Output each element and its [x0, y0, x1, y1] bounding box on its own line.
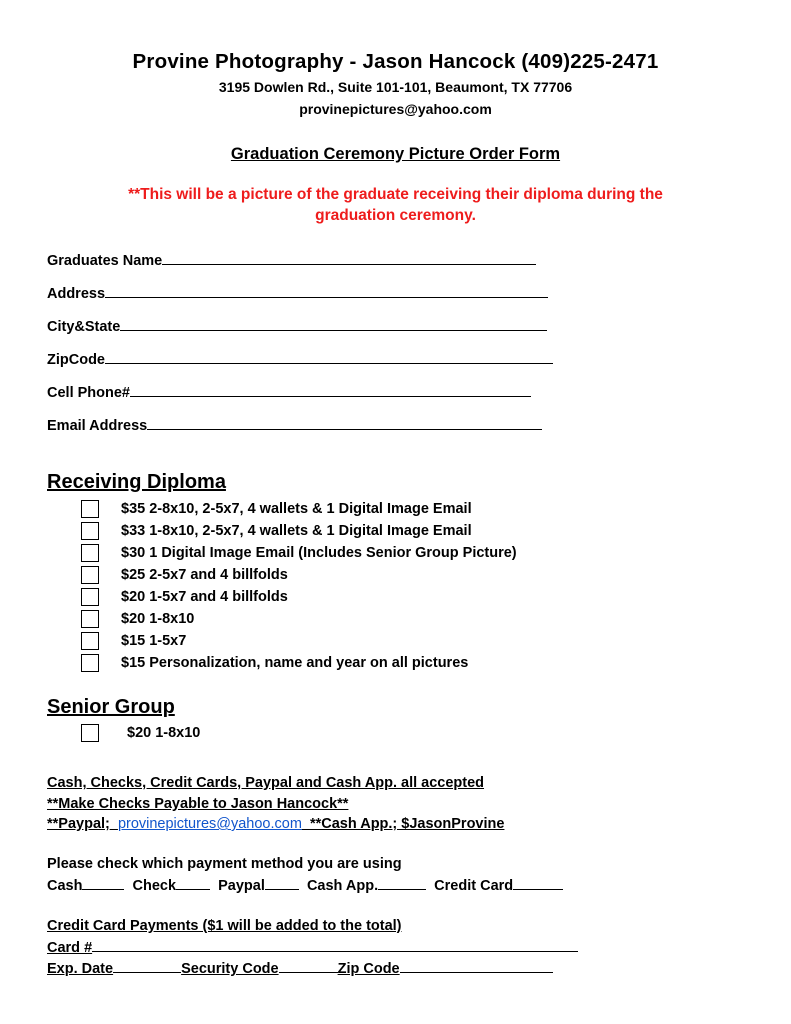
senior-group-heading: Senior Group [47, 696, 175, 718]
cell-phone-line[interactable] [130, 383, 531, 397]
email-address-field[interactable] [47, 416, 542, 434]
address-label: Address [47, 286, 106, 302]
method-cash-label: Cash [47, 878, 83, 894]
diploma-option-label: $30 1 Digital Image Email (Includes Senior Group Picture) [121, 545, 517, 561]
diploma-option-label: $35 2-8x10, 2-5x7, 4 wallets & 1 Digital Image Email [121, 501, 472, 517]
method-paypal-label: Paypal [218, 878, 265, 894]
checkbox[interactable] [81, 566, 99, 584]
zipcode-label: ZipCode [47, 352, 105, 368]
email-address-label: Email Address [47, 418, 148, 434]
method-check-label: Check [132, 878, 177, 894]
cashapp-label: **Cash App.; $JasonProvine [309, 816, 505, 832]
paypal-label: **Paypal; [47, 816, 110, 832]
checkbox[interactable] [81, 632, 99, 650]
checks-payable: **Make Checks Payable to Jason Hancock** [47, 796, 349, 812]
zip-code-label: Zip Code [337, 961, 400, 977]
business-address: 3195 Dowlen Rd., Suite 101-101, Beaumont, TX 77706 [218, 79, 573, 95]
cell-phone-field[interactable] [47, 383, 531, 401]
method-cash-line[interactable] [82, 876, 124, 890]
email-address-line[interactable] [147, 416, 542, 430]
business-email: provinepictures@yahoo.com [299, 101, 492, 117]
card-number-field[interactable] [47, 938, 578, 956]
notice-line-2: graduation ceremony. [315, 207, 476, 224]
credit-card-heading: Credit Card Payments ($1 will be added to the total) [47, 918, 402, 934]
graduate-name-line[interactable] [162, 251, 536, 265]
zip-code-line[interactable] [400, 959, 553, 973]
diploma-option-label: $20 1-8x10 [121, 611, 195, 627]
diploma-option-label: $15 Personalization, name and year on all pictures [121, 655, 469, 671]
diploma-option-label: $33 1-8x10, 2-5x7, 4 wallets & 1 Digital Image Email [121, 523, 472, 539]
method-credit-card-line[interactable] [513, 876, 563, 890]
checkbox[interactable] [81, 522, 99, 540]
notice-line-1: **This will be a picture of the graduate receiving their diploma during the [128, 186, 663, 203]
city-state-label: City&State [47, 319, 121, 335]
payment-methods-row [47, 876, 563, 894]
exp-date-line[interactable] [113, 959, 181, 973]
payment-method-prompt: Please check which payment method you are using [47, 856, 402, 872]
card-details-row [47, 959, 553, 977]
senior-group-option-label: $20 1-8x10 [127, 725, 201, 741]
security-code-line[interactable] [279, 959, 338, 973]
paypal-cashapp-line [47, 816, 504, 832]
business-title: Provine Photography - Jason Hancock (409)225-2471 [132, 50, 659, 73]
checkbox[interactable] [81, 724, 99, 742]
checkbox[interactable] [81, 588, 99, 606]
method-paypal-line[interactable] [265, 876, 299, 890]
notice-text [0, 184, 791, 226]
security-code-label: Security Code [181, 961, 279, 977]
receiving-diploma-heading: Receiving Diploma [47, 471, 226, 493]
payment-accepted: Cash, Checks, Credit Cards, Paypal and Cash App. all accepted [47, 775, 485, 791]
checkbox[interactable] [81, 544, 99, 562]
diploma-option-label: $15 1-5x7 [121, 633, 187, 649]
method-check-line[interactable] [176, 876, 210, 890]
checkbox[interactable] [81, 500, 99, 518]
cell-phone-label: Cell Phone# [47, 385, 130, 401]
address-field[interactable] [47, 284, 548, 302]
diploma-option-label: $20 1-5x7 and 4 billfolds [121, 589, 288, 605]
form-title: Graduation Ceremony Picture Order Form [230, 145, 561, 163]
checkbox[interactable] [81, 654, 99, 672]
card-number-label: Card # [47, 940, 93, 956]
method-cashapp-line[interactable] [378, 876, 426, 890]
diploma-option-label: $25 2-5x7 and 4 billfolds [121, 567, 288, 583]
city-state-line[interactable] [120, 317, 547, 331]
exp-date-label: Exp. Date [47, 961, 114, 977]
method-credit-card-label: Credit Card [434, 878, 514, 894]
city-state-field[interactable] [47, 317, 547, 335]
zipcode-line[interactable] [105, 350, 553, 364]
zipcode-field[interactable] [47, 350, 553, 368]
paypal-email-link[interactable]: provinepictures@yahoo.com [117, 816, 302, 832]
card-number-line[interactable] [92, 938, 578, 952]
method-cashapp-label: Cash App. [306, 878, 379, 894]
checkbox[interactable] [81, 610, 99, 628]
address-line[interactable] [105, 284, 548, 298]
graduate-name-field[interactable] [47, 251, 536, 269]
graduate-name-label: Graduates Name [47, 253, 163, 269]
